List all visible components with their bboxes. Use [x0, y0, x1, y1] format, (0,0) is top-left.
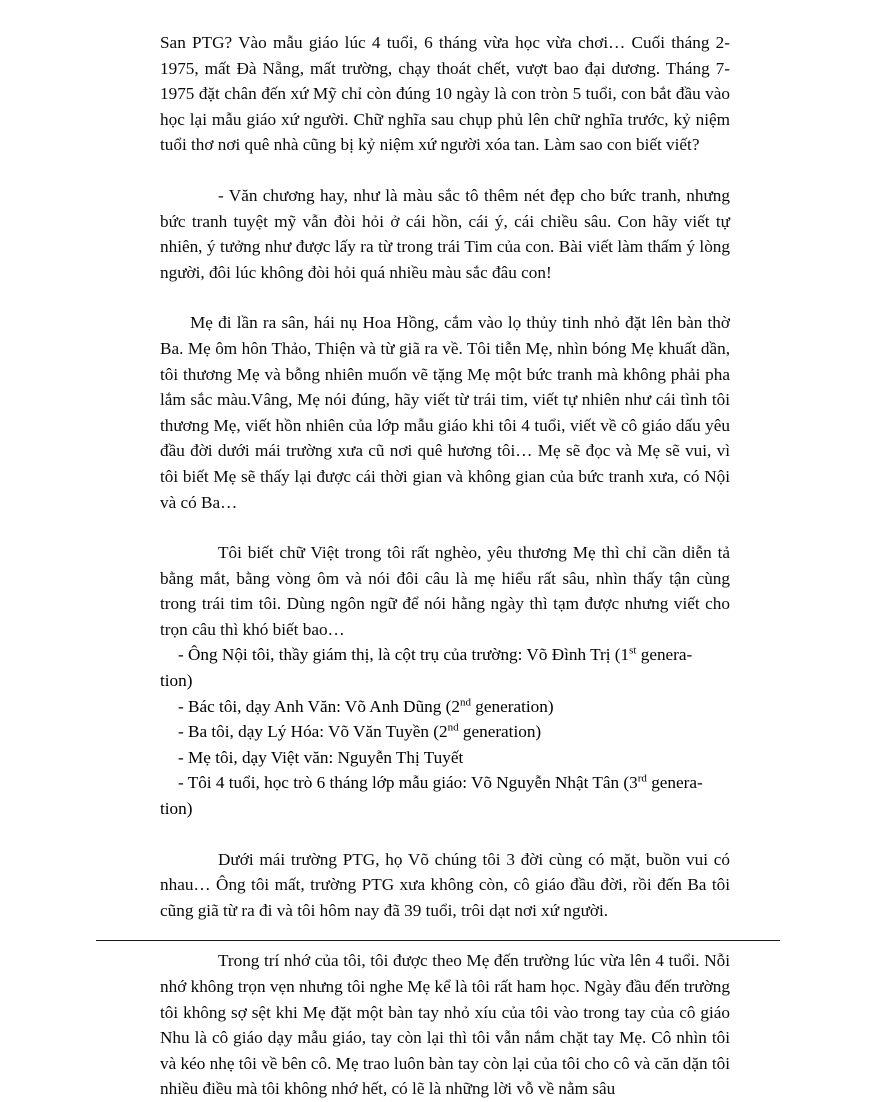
list-item-superscript: rd — [637, 772, 647, 785]
paragraph-5: Dưới mái trường PTG, họ Võ chúng tôi 3 đời cùng có mặt, buồn vui có nhau… Ông tôi mất, trường PTG xưa không còn, cô giáo đầu đời, rồi đến Ba tôi cũng giã từ ra đi và tôi hôm nay đã 39 tuổi, trôi dạt nơi xứ người. — [160, 849, 730, 920]
document-text-column — [160, 30, 730, 1102]
list-item-suffix: generation) — [470, 696, 554, 716]
list-item-text: - Tôi 4 tuổi, học trò 6 tháng lớp mẫu giáo: Võ Nguyễn Nhật Tân (3 — [178, 773, 638, 793]
list-item-suffix: genera- — [646, 773, 703, 793]
list-item-superscript: nd — [459, 695, 471, 708]
footer-divider — [96, 940, 780, 941]
list-item-text: - Mẹ tôi, dạy Việt văn: Nguyễn Thị Tuyết — [178, 747, 464, 767]
paragraph-4: Tôi biết chữ Việt trong tôi rất nghèo, yêu thương Mẹ thì chỉ cần diễn tả bằng mắt, bằng vòng ôm và nói đôi câu là mẹ hiểu rất sâu, nhìn thấy tận cùng trong trái tim tôi. Dùng ngôn ngữ để nói hằng ngày thì tạm được nhưng viết cho trọn câu thì khó biết bao… — [160, 543, 730, 639]
paragraph-2: - Văn chương hay, như là màu sắc tô thêm nét đẹp cho bức tranh, nhưng bức tranh tuyệt mỹ vẫn đòi hỏi ở cái hồn, cái ý, cái chiều sâu. Con hãy viết tự nhiên, ý tưởng như được lấy ra từ trong trái Tim của con. Bài viết làm thấm ý lòng người, đôi lúc không đòi hỏi quá nhiều màu sắc đâu con! — [160, 185, 730, 282]
list-item — [160, 694, 730, 720]
list-item-continuation: tion) — [160, 799, 193, 819]
paragraph-1: San PTG? Vào mẫu giáo lúc 4 tuổi, 6 tháng vừa học vừa chơi… Cuối tháng 2-1975, mất Đà Nẵng, mất trường, chạy thoát chết, vượt bao đại dương. Tháng 7-1975 đặt chân đến xứ Mỹ chỉ còn đúng 10 ngày là con tròn 5 tuổi, con bắt đầu vào học lại mẫu giáo xứ người. Chữ nghĩa sau chụp phủ lên chữ nghĩa trước, kỷ niệm tuổi thơ nơi quê nhà cũng bị kỷ niệm xứ người xóa tan. Làm sao con biết viết? — [160, 33, 730, 155]
list-item-text: - Ông Nội tôi, thầy giám thị, là cột trụ của trường: Võ Đình Trị (1 — [178, 645, 630, 665]
list-item — [160, 719, 730, 745]
list-item — [160, 745, 730, 771]
list-item-suffix: genera- — [636, 645, 693, 665]
paragraph-6: Trong trí nhớ của tôi, tôi được theo Mẹ đến trường lúc vừa lên 4 tuổi. Nỗi nhớ không trọn vẹn nhưng tôi nghe Mẹ kể là tôi rất ham học. Ngày đầu đến trường tôi không sợ sệt khi Mẹ đặt một bàn tay nhỏ xíu của tôi vào trong tay của cô giáo Nhu là cô giáo dạy mẫu giáo, tay còn lại thì tôi vẫn nắm chặt tay Mẹ. Cô nhìn tôi và kéo nhẹ tôi về bên cô. Mẹ trao luôn bàn tay còn lại của tôi cho cô và căn dặn tôi nhiều điều mà tôi không nhớ hết, có lẽ là những lời vỗ về nằm sâu — [160, 951, 730, 1099]
list-item-superscript: nd — [447, 721, 459, 734]
list-item-suffix: generation) — [458, 722, 542, 742]
list-item — [160, 770, 730, 796]
list-item-text: - Ba tôi, dạy Lý Hóa: Võ Văn Tuyền (2 — [178, 722, 448, 742]
list-item-continuation: tion) — [160, 671, 193, 691]
paragraph-3: Mẹ đi lần ra sân, hái nụ Hoa Hồng, cắm vào lọ thủy tinh nhỏ đặt lên bàn thờ Ba. Mẹ ôm hôn Thảo, Thiện và từ giã ra về. Tôi tiễn Mẹ, nhìn bóng Mẹ khuất dần, tôi thương Mẹ và bỗng nhiên muốn vẽ tặng Mẹ một bức tranh mà không phải pha lắm sắc màu.Vâng, Mẹ nói đúng, hãy viết từ trái tim, viết tự nhiên như cái tình tôi thương Mẹ, viết hồn nhiên của lớp mẫu giáo khi tôi 4 tuổi, viết về cô giáo dấu yêu đầu đời dưới mái trường xưa cũ nơi quê hương tôi… Mẹ sẽ đọc và Mẹ sẽ vui, vì tôi biết Mẹ sẽ thấy lại được cái thời gian và không gian của bức tranh xưa, có Nội và có Ba… — [160, 313, 730, 512]
generation-list — [160, 642, 730, 821]
list-item — [160, 642, 730, 668]
list-item-text: - Bác tôi, dạy Anh Văn: Võ Anh Dũng (2 — [178, 696, 460, 716]
list-item-superscript: st — [629, 644, 637, 657]
